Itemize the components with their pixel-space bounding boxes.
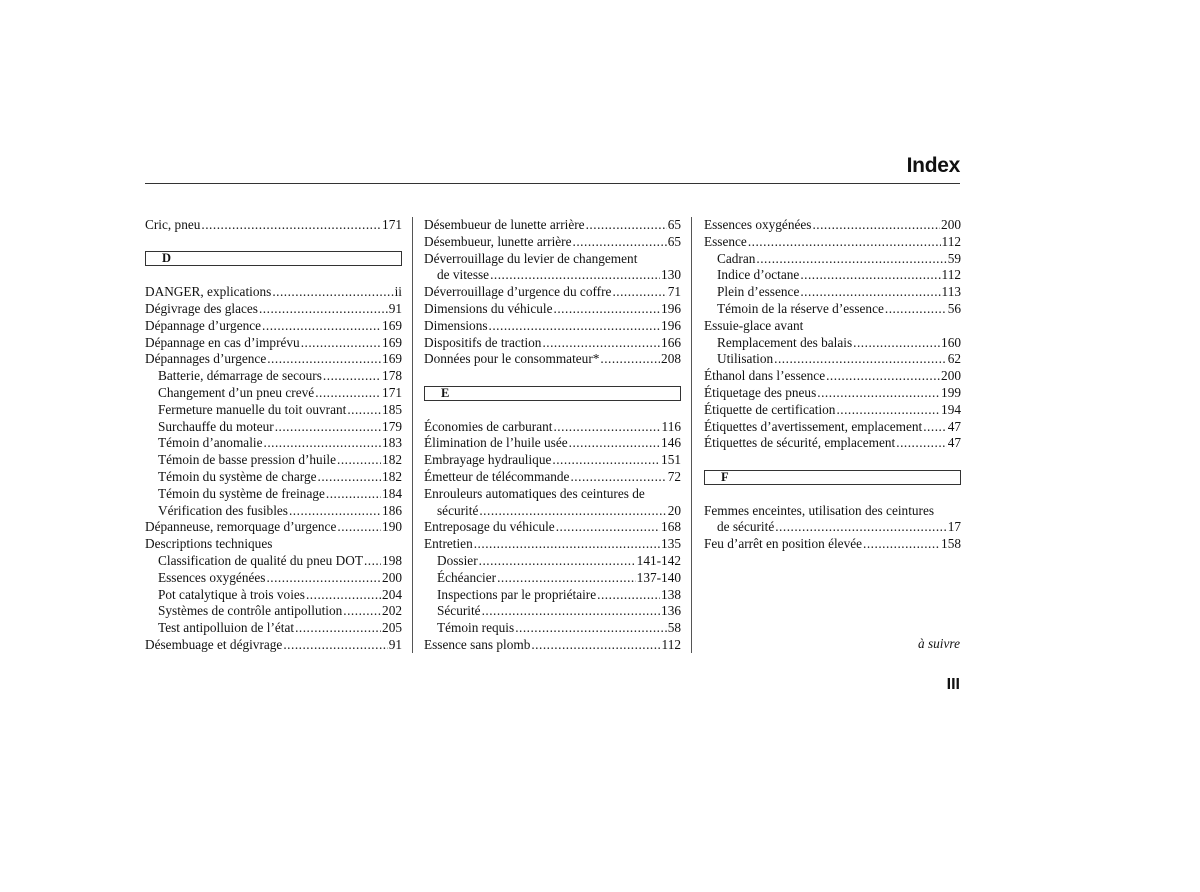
index-entry	[424, 301, 681, 318]
entry-text: Essences oxygénées	[704, 217, 812, 232]
dot-leader	[315, 385, 381, 402]
index-entry	[704, 368, 961, 385]
index-entry	[145, 284, 402, 301]
entry-text: Classification de qualité du pneu DOT	[158, 552, 363, 568]
entry-text: Dimensions du véhicule	[424, 300, 553, 316]
entry-text: Cadran	[717, 250, 756, 266]
index-subentry	[424, 603, 681, 620]
index-entry	[145, 519, 402, 536]
entry-text: Descriptions techniques	[145, 536, 273, 552]
entry-text: Témoin requis	[437, 620, 515, 636]
dot-leader	[923, 419, 946, 436]
dot-leader	[343, 603, 381, 620]
index-subentry	[704, 351, 961, 368]
entry-text: Émetteur de télécommande	[424, 468, 570, 484]
entry-page: 168	[661, 519, 681, 535]
entry-page: 184	[382, 485, 402, 501]
entry-page: 204	[382, 586, 402, 602]
entry-page: 65	[667, 233, 681, 249]
entry-page: 178	[382, 368, 402, 384]
section-header: E	[424, 386, 681, 401]
dot-leader	[482, 603, 660, 620]
entry-page: 199	[941, 384, 961, 400]
dot-leader	[569, 435, 660, 452]
spacer	[704, 452, 961, 469]
entry-page: 196	[661, 300, 681, 316]
index-subentry	[145, 435, 402, 452]
entry-text: Plein d’essence	[717, 284, 800, 300]
continued-note: à suivre	[918, 636, 960, 651]
index-subentry	[424, 620, 681, 637]
entry-text: Surchauffe du moteur	[158, 418, 274, 434]
entry-page: 190	[382, 519, 402, 535]
dot-leader	[318, 469, 382, 486]
entry-page: 185	[382, 401, 402, 417]
index-column-3	[704, 217, 961, 553]
entry-page: 116	[661, 418, 681, 434]
index-subentry	[145, 419, 402, 436]
dot-leader	[812, 217, 940, 234]
index-entry	[424, 469, 681, 486]
index-entry	[704, 503, 961, 520]
entry-page: 198	[382, 552, 402, 568]
dot-leader	[337, 452, 381, 469]
dot-leader	[295, 620, 381, 637]
dot-leader	[570, 469, 666, 486]
entry-text: Essuie-glace avant	[704, 317, 804, 333]
entry-page: 71	[667, 284, 681, 300]
dot-leader	[885, 301, 947, 318]
dot-leader	[612, 284, 666, 301]
index-entry	[145, 536, 402, 553]
entry-text: Changement d’un pneu crevé	[158, 384, 315, 400]
entry-text: Désembueur de lunette arrière	[424, 217, 585, 232]
spacer	[424, 368, 681, 385]
index-entry	[145, 335, 402, 352]
entry-text: Élimination de l’huile usée	[424, 435, 568, 451]
spacer	[145, 267, 402, 284]
entry-page: 91	[388, 636, 402, 652]
index-subentry	[704, 284, 961, 301]
dot-leader	[489, 318, 661, 335]
page-number: III	[946, 676, 960, 693]
entry-text: Témoin de basse pression d’huile	[158, 452, 336, 468]
entry-text: Dimensions	[424, 317, 488, 333]
dot-leader	[600, 351, 660, 368]
entry-page: 182	[382, 452, 402, 468]
entry-text: Pot catalytique à trois voies	[158, 586, 305, 602]
dot-leader	[323, 368, 381, 385]
entry-text: Entretien	[424, 536, 473, 552]
index-entry	[424, 486, 681, 503]
entry-text: Inspections par le propriétaire	[437, 586, 597, 602]
dot-leader	[283, 637, 387, 654]
entry-page: 146	[661, 435, 681, 451]
dot-leader	[262, 318, 381, 335]
dot-leader	[863, 536, 940, 553]
dot-leader	[264, 435, 382, 452]
index-entry	[145, 217, 402, 234]
dot-leader	[597, 587, 660, 604]
entry-text: Indice d’octane	[717, 267, 800, 283]
dot-leader	[259, 301, 388, 318]
index-entry	[704, 419, 961, 436]
entry-page: 182	[382, 468, 402, 484]
entry-text: Témoin du système de charge	[158, 468, 317, 484]
entry-text: Dépannage en cas d’imprévu	[145, 334, 300, 350]
index-subentry	[145, 603, 402, 620]
index-subentry	[424, 267, 681, 284]
entry-page: 112	[941, 267, 961, 283]
index-entry	[424, 335, 681, 352]
entry-page: 137-140	[636, 569, 681, 585]
entry-text: Dossier	[437, 552, 478, 568]
index-entry	[145, 351, 402, 368]
dot-leader	[573, 234, 667, 251]
index-subentry	[145, 385, 402, 402]
entry-page: 138	[661, 586, 681, 602]
dot-leader	[756, 251, 946, 268]
entry-text: Enrouleurs automatiques des ceintures de	[424, 485, 645, 501]
entry-page: 169	[382, 317, 402, 333]
index-entry	[424, 519, 681, 536]
dot-leader	[326, 486, 381, 503]
index-entry	[145, 637, 402, 654]
entry-page: 72	[667, 468, 681, 484]
dot-leader	[266, 570, 381, 587]
dot-leader	[554, 301, 661, 318]
entry-text: Étiquettes de sécurité, emplacement	[704, 435, 896, 451]
dot-leader	[556, 519, 660, 536]
entry-text: sécurité	[437, 502, 479, 518]
dot-leader	[896, 435, 946, 452]
dot-leader	[586, 217, 667, 234]
index-subentry	[424, 553, 681, 570]
index-subentry	[145, 570, 402, 587]
entry-page: 183	[382, 435, 402, 451]
index-entry	[704, 318, 961, 335]
entry-page: 135	[661, 536, 681, 552]
entry-page: 169	[382, 334, 402, 350]
entry-page: 112	[661, 636, 681, 652]
index-column-2	[424, 217, 681, 654]
entry-text: Essences oxygénées	[158, 569, 266, 585]
entry-page: 141-142	[636, 552, 681, 568]
entry-page: 186	[382, 502, 402, 518]
entry-page: 171	[382, 384, 402, 400]
dot-leader	[490, 267, 660, 284]
dot-leader	[275, 419, 381, 436]
entry-page: 47	[947, 435, 961, 451]
entry-page: 205	[382, 620, 402, 636]
entry-page: 200	[941, 217, 961, 232]
entry-text: Témoin de la réserve d’essence	[717, 300, 884, 316]
entry-text: Déverrouillage du levier de changement	[424, 250, 638, 266]
entry-text: Éthanol dans l’essence	[704, 368, 826, 384]
index-entry	[424, 318, 681, 335]
dot-leader	[479, 503, 666, 520]
entry-text: Témoin du système de freinage	[158, 485, 325, 501]
entry-text: Test antipolluion de l’état	[158, 620, 295, 636]
entry-page: 166	[661, 334, 681, 350]
dot-leader	[817, 385, 940, 402]
index-entry	[704, 217, 961, 234]
index-entry	[424, 435, 681, 452]
entry-page: 158	[941, 536, 961, 552]
index-entry	[704, 385, 961, 402]
dot-leader	[474, 536, 660, 553]
index-entry	[704, 435, 961, 452]
entry-page: 130	[661, 267, 681, 283]
entry-text: Cric, pneu	[145, 217, 201, 232]
entry-text: Déverrouillage d’urgence du coffre	[424, 284, 612, 300]
entry-page: ii	[394, 284, 402, 300]
spacer	[704, 486, 961, 503]
dot-leader	[552, 452, 660, 469]
entry-page: 113	[941, 284, 961, 300]
dot-leader	[479, 553, 636, 570]
entry-text: Étiquetage des pneus	[704, 384, 817, 400]
dot-leader	[201, 217, 381, 234]
index-subentry	[145, 452, 402, 469]
entry-text: Dégivrage des glaces	[145, 300, 258, 316]
dot-leader	[775, 519, 946, 536]
index-entry	[424, 234, 681, 251]
entry-text: Batterie, démarrage de secours	[158, 368, 322, 384]
entry-text: Essence	[704, 233, 747, 249]
entry-text: Désembueur, lunette arrière	[424, 233, 572, 249]
entry-page: 62	[947, 351, 961, 367]
entry-page: 65	[667, 217, 681, 232]
entry-page: 200	[382, 569, 402, 585]
index-subentry	[145, 368, 402, 385]
index-entry	[424, 351, 681, 368]
index-subentry	[704, 267, 961, 284]
index-entry	[145, 318, 402, 335]
entry-text: Dépannages d’urgence	[145, 351, 267, 367]
entry-page: 208	[661, 351, 681, 367]
index-entry	[424, 251, 681, 268]
entry-page: 160	[941, 334, 961, 350]
index-entry	[424, 536, 681, 553]
index-subentry	[704, 519, 961, 536]
entry-text: DANGER, explications	[145, 284, 272, 300]
entry-page: 194	[941, 401, 961, 417]
index-entry	[704, 402, 961, 419]
index-subentry	[145, 402, 402, 419]
index-entry	[424, 217, 681, 234]
dot-leader	[364, 553, 381, 570]
dot-leader	[515, 620, 667, 637]
index-subentry	[145, 503, 402, 520]
dot-leader	[306, 587, 381, 604]
entry-page: 196	[661, 317, 681, 333]
entry-text: Étiquette de certification	[704, 401, 836, 417]
dot-leader	[836, 402, 940, 419]
entry-text: Entreposage du véhicule	[424, 519, 555, 535]
entry-page: 91	[388, 300, 402, 316]
entry-text: Vérification des fusibles	[158, 502, 288, 518]
entry-page: 169	[382, 351, 402, 367]
entry-text: Désembuage et dégivrage	[145, 636, 283, 652]
index-subentry	[704, 301, 961, 318]
entry-text: Feu d’arrêt en position élevée	[704, 536, 863, 552]
dot-leader	[748, 234, 941, 251]
entry-text: Embrayage hydraulique	[424, 452, 552, 468]
index-subentry	[424, 587, 681, 604]
index-entry	[704, 234, 961, 251]
index-entry	[424, 419, 681, 436]
dot-leader	[347, 402, 381, 419]
index-entry	[704, 536, 961, 553]
entry-page: 47	[947, 418, 961, 434]
entry-text: de sécurité	[717, 519, 775, 535]
entry-text: Remplacement des balais	[717, 334, 853, 350]
index-subentry	[145, 553, 402, 570]
entry-page: 56	[947, 300, 961, 316]
dot-leader	[301, 335, 381, 352]
entry-page: 200	[941, 368, 961, 384]
dot-leader	[800, 267, 940, 284]
dot-leader	[553, 419, 660, 436]
entry-text: Dispositifs de traction	[424, 334, 542, 350]
section-header: D	[145, 251, 402, 266]
entry-text: Utilisation	[717, 351, 774, 367]
index-entry	[424, 637, 681, 654]
dot-leader	[542, 335, 660, 352]
spacer	[424, 402, 681, 419]
index-subentry	[424, 503, 681, 520]
entry-text: Dépanneuse, remorquage d’urgence	[145, 519, 337, 535]
entry-page: 58	[667, 620, 681, 636]
entry-page: 171	[382, 217, 402, 232]
entry-text: Systèmes de contrôle antipollution	[158, 603, 343, 619]
dot-leader	[531, 637, 660, 654]
index-subentry	[145, 620, 402, 637]
section-header: F	[704, 470, 961, 485]
index-subentry	[145, 486, 402, 503]
index-column-1	[145, 217, 402, 654]
entry-page: 202	[382, 603, 402, 619]
index-subentry	[145, 587, 402, 604]
dot-leader	[826, 368, 940, 385]
dot-leader	[497, 570, 636, 587]
index-entry	[145, 301, 402, 318]
dot-leader	[853, 335, 940, 352]
entry-text: Échéancier	[437, 569, 497, 585]
dot-leader	[800, 284, 940, 301]
index-entry	[424, 284, 681, 301]
entry-text: Femmes enceintes, utilisation des ceintures	[704, 502, 935, 518]
index-subentry	[424, 570, 681, 587]
entry-text: Témoin d’anomalie	[158, 435, 263, 451]
index-entry	[424, 452, 681, 469]
entry-text: Sécurité	[437, 603, 481, 619]
entry-page: 112	[941, 233, 961, 249]
entry-text: Étiquettes d’avertissement, emplacement	[704, 418, 923, 434]
dot-leader	[272, 284, 393, 301]
column-divider	[691, 217, 692, 653]
entry-text: Essence sans plomb	[424, 636, 531, 652]
entry-text: Économies de carburant	[424, 418, 553, 434]
column-divider	[412, 217, 413, 653]
entry-text: de vitesse	[437, 267, 490, 283]
entry-text: Données pour le consommateur*	[424, 351, 600, 367]
entry-page: 20	[667, 502, 681, 518]
entry-page: 136	[661, 603, 681, 619]
dot-leader	[289, 503, 381, 520]
entry-page: 151	[661, 452, 681, 468]
spacer	[145, 234, 402, 251]
dot-leader	[337, 519, 381, 536]
entry-page: 179	[382, 418, 402, 434]
dot-leader	[267, 351, 381, 368]
entry-text: Dépannage d’urgence	[145, 317, 262, 333]
index-subentry	[145, 469, 402, 486]
entry-page: 59	[947, 250, 961, 266]
entry-text: Fermeture manuelle du toit ouvrant	[158, 401, 347, 417]
page-title: Index	[906, 154, 960, 177]
title-rule	[145, 183, 960, 184]
index-subentry	[704, 251, 961, 268]
index-subentry	[704, 335, 961, 352]
dot-leader	[774, 351, 947, 368]
entry-page: 17	[947, 519, 961, 535]
